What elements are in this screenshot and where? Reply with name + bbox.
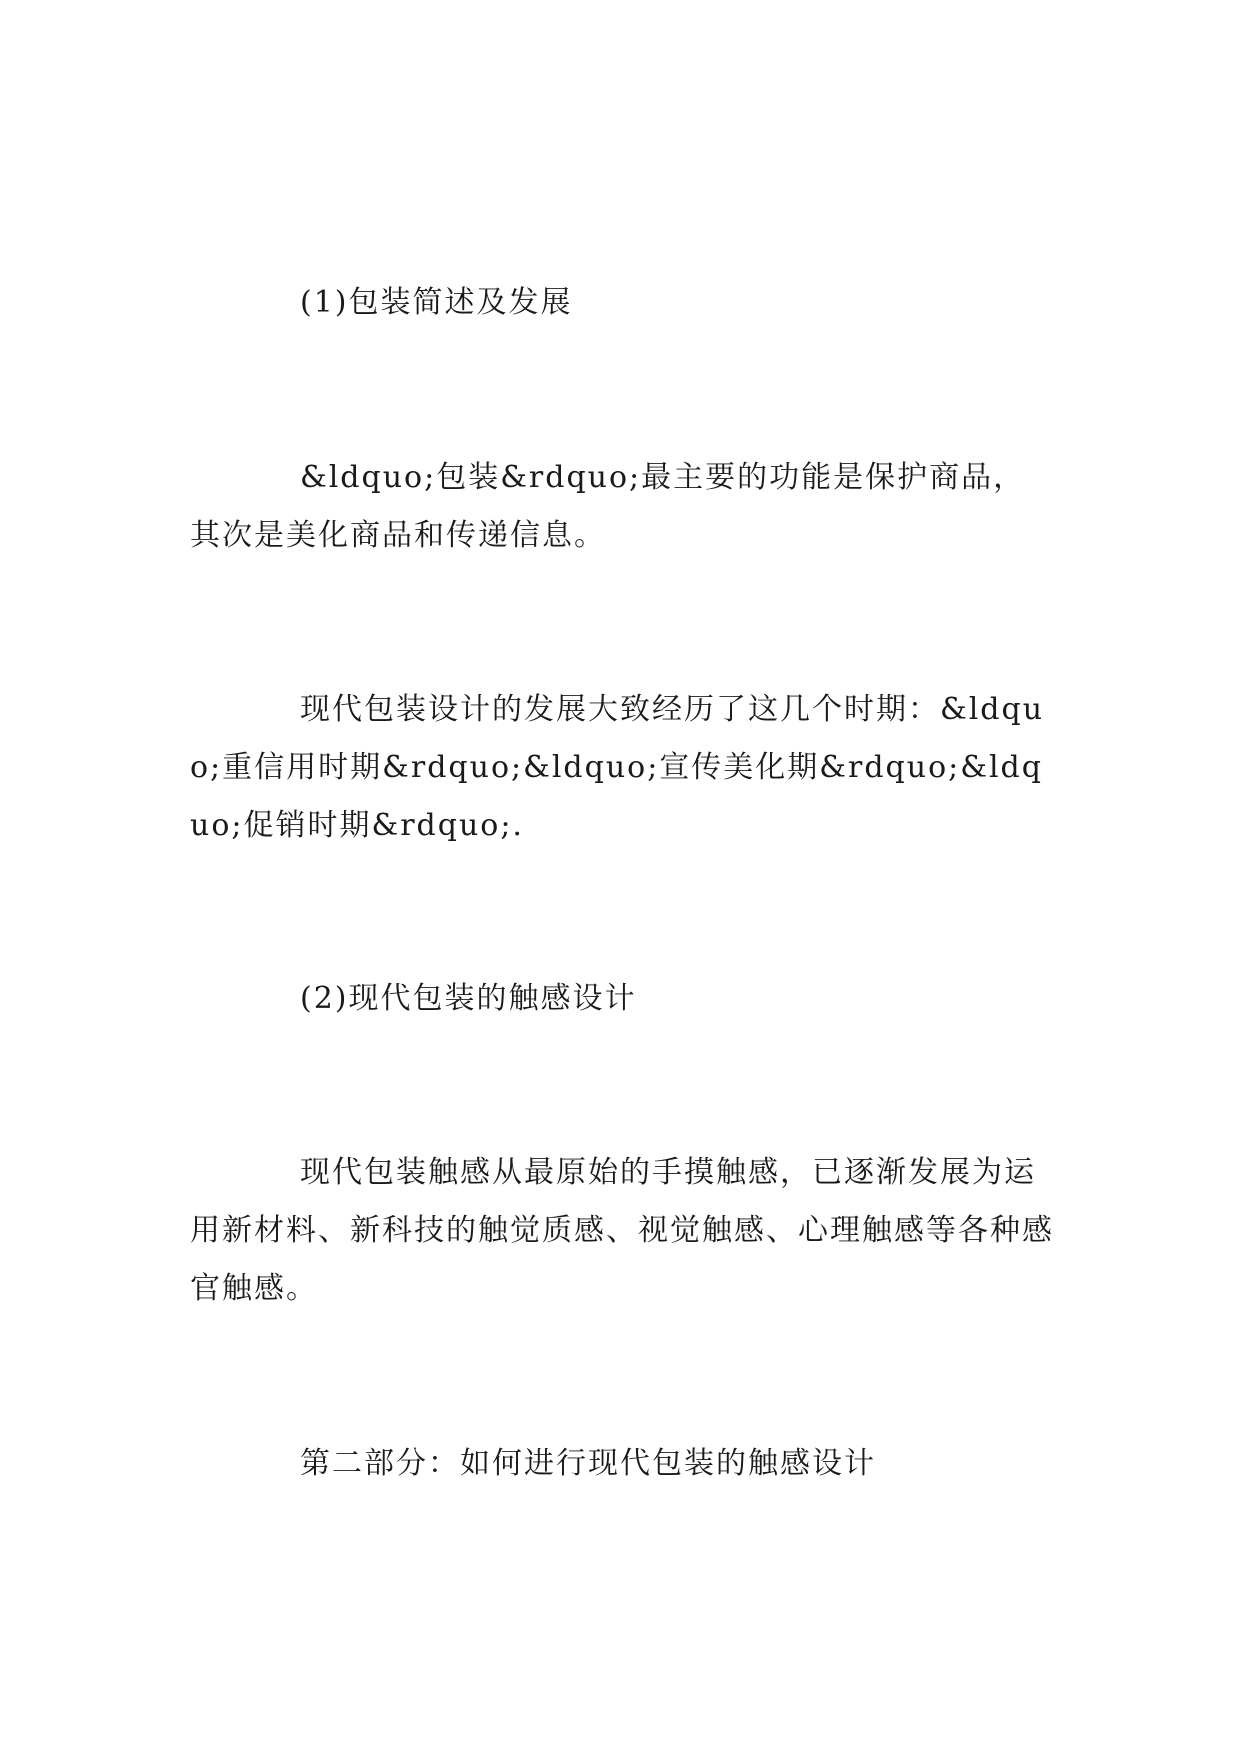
- section-heading-tactile-design: (2)现代包装的触感设计: [300, 981, 637, 1016]
- part-heading-how-to-design: 第二部分：如何进行现代包装的触感设计: [300, 1446, 876, 1481]
- section-heading-packaging-overview: (1)包装简述及发展: [300, 285, 573, 320]
- paragraph-tactile-development: 现代包装触感从最原始的手摸触感，已逐渐发展为运用新材料、新科技的触觉质感、视觉触感、心理触感等各种感官触感。: [190, 1155, 1054, 1306]
- paragraph-packaging-function: &ldquo;包装&rdquo;最主要的功能是保护商品， 其次是美化商品和传递信息。: [190, 460, 1026, 553]
- paragraph-packaging-history: 现代包装设计的发展大致经历了这几个时期：&ldquo;重信用时期&rdquo;&ldquo;宣传美化期&rdquo;&ldquo;促销时期&rdquo;.: [190, 692, 1045, 843]
